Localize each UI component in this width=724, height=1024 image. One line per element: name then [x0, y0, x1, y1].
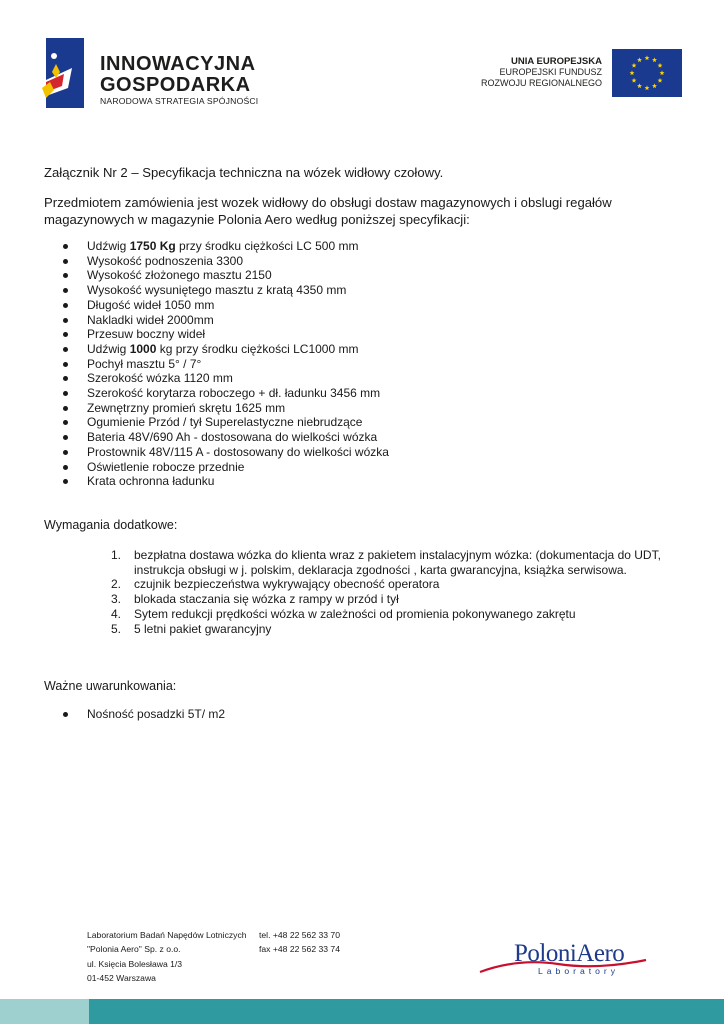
address-line: ul. Księcia Bolesława 1/3 — [87, 958, 183, 969]
item-text: Wysokość wysuniętego masztu z kratą 4350 mm — [87, 283, 347, 298]
footer-bar-light — [0, 999, 89, 1024]
list-item — [111, 607, 694, 622]
requirements-title: Wymagania dodatkowe: — [44, 518, 178, 532]
item-number: 2. — [111, 577, 122, 592]
item-text: Ogumienie Przód / tył Superelastyczne niebrudzące — [87, 415, 363, 430]
intro-line-1: Przedmiotem zamówienia jest wozek widłowy do obsługi dostaw magazynowych i obslugi regałów — [44, 195, 612, 210]
intro-paragraph — [44, 195, 612, 228]
item-text: Udźwig — [87, 239, 130, 253]
document-title: Załącznik Nr 2 – Specyfikacja techniczna na wózek widłowy czołowy. — [44, 165, 444, 180]
conditions-list — [63, 707, 225, 722]
innowacyjna-gospodarka-logo — [42, 38, 282, 110]
logo-line2: GOSPODARKA — [100, 74, 251, 96]
address-line: Laboratorium Badań Napędów Lotniczych — [87, 930, 247, 940]
list-item — [63, 239, 389, 254]
item-text: kg przy środku ciężkości LC1000 mm — [156, 341, 359, 356]
item-text: Zewnętrzny promień skrętu 1625 mm — [87, 400, 286, 415]
item-bold: 1000 — [129, 341, 157, 356]
item-text: 5 letni pakiet gwarancyjny — [134, 621, 272, 636]
list-item — [63, 460, 389, 475]
list-item — [111, 577, 694, 592]
list-item — [111, 592, 694, 607]
item-text: Przesuw boczny wideł — [87, 327, 206, 342]
list-item — [63, 342, 389, 357]
footer-bar-dark — [89, 999, 724, 1024]
spec-list — [63, 239, 389, 489]
item-text: bezpłatna dostawa wózka do klienta wraz z pakietem instalacyjnym wózka: (dokumentacja do UDT, instrukcja obsługi w j. polskim, deklaracja zgodności , karta gwarancyjna, książka serwisowa. — [134, 548, 661, 577]
item-text: blokada staczania się wózka z rampy w przód i tył — [134, 592, 399, 607]
logo-line3: NARODOWA STRATEGIA SPÓJNOŚCI — [100, 96, 259, 106]
intro-line-2: magazynowych w magazynie Polonia Aero według poniższej specyfikacji: — [44, 211, 470, 227]
item-number: 3. — [111, 592, 122, 607]
list-item — [63, 254, 389, 269]
list-item — [63, 298, 389, 313]
eu-flag-icon — [612, 49, 682, 97]
eu-line3: ROZWOJU REGIONALNEGO — [480, 78, 602, 88]
item-text: Wysokość złożonego masztu 2150 — [87, 268, 272, 283]
address-line: "Polonia Aero" Sp. z o.o. — [87, 944, 181, 955]
item-text: Sytem redukcji prędkości wózka w zależności od promienia pokonywanego zakrętu — [134, 606, 576, 621]
list-item — [111, 548, 694, 577]
footer-contact — [259, 928, 340, 957]
item-number: 5. — [111, 621, 122, 636]
list-item — [63, 283, 389, 298]
list-item — [63, 268, 389, 283]
item-number: 4. — [111, 606, 122, 621]
conditions-title: Ważne uwarunkowania: — [44, 679, 177, 693]
list-item — [63, 313, 389, 328]
eu-line1: UNIA EUROPEJSKA — [511, 56, 602, 67]
list-item — [63, 415, 389, 430]
item-text: Szerokość korytarza roboczego + dł. ładunku 3456 mm — [87, 386, 381, 401]
eu-fund-text — [470, 56, 602, 89]
list-item — [63, 371, 389, 386]
item-text: Nośność posadzki 5T/ m2 — [87, 707, 226, 721]
list-item — [63, 357, 389, 372]
item-text: Długość wideł 1050 mm — [87, 297, 215, 312]
footer-address — [87, 928, 247, 985]
item-text: Pochył masztu 5° / 7° — [87, 356, 202, 371]
item-text: Szerokość wózka 1120 mm — [87, 371, 233, 386]
list-item — [111, 622, 694, 637]
polonia-aero-logo — [478, 940, 648, 980]
item-text: Wysokość podnoszenia 3300 — [87, 253, 243, 268]
item-text: Oświetlenie robocze przednie — [87, 459, 245, 474]
list-item — [63, 401, 389, 416]
flag-mark-icon — [42, 38, 88, 108]
contact-line: fax +48 22 562 33 74 — [259, 944, 340, 955]
list-item — [63, 474, 389, 489]
logo-subtitle: Laboratory — [538, 966, 620, 976]
item-text: Udźwig — [87, 341, 130, 356]
address-line: 01-452 Warszawa — [87, 972, 156, 983]
contact-line: tel. +48 22 562 33 70 — [259, 930, 340, 940]
requirements-list — [111, 548, 694, 636]
logo-line1: INNOWACYJNA — [100, 53, 256, 75]
list-item — [63, 707, 225, 722]
item-text: przy środku ciężkości LC 500 mm — [175, 239, 359, 253]
item-text: Krata ochronna ładunku — [87, 474, 215, 489]
item-bold: 1750 Kg — [129, 239, 176, 253]
item-text: czujnik bezpieczeństwa wykrywający obecność operatora — [134, 577, 440, 592]
item-text: Bateria 48V/690 Ah - dostosowana do wielkości wózka — [87, 430, 378, 445]
list-item — [63, 445, 389, 460]
list-item — [63, 386, 389, 401]
item-text: Nakladki wideł 2000mm — [87, 312, 214, 327]
item-number: 1. — [111, 548, 122, 562]
logo-word: PoloniAero — [514, 940, 625, 967]
item-text: Prostownik 48V/115 A - dostosowany do wielkości wózka — [87, 444, 389, 459]
eu-line2: EUROPEJSKI FUNDUSZ — [499, 67, 602, 77]
list-item — [63, 327, 389, 342]
list-item — [63, 430, 389, 445]
